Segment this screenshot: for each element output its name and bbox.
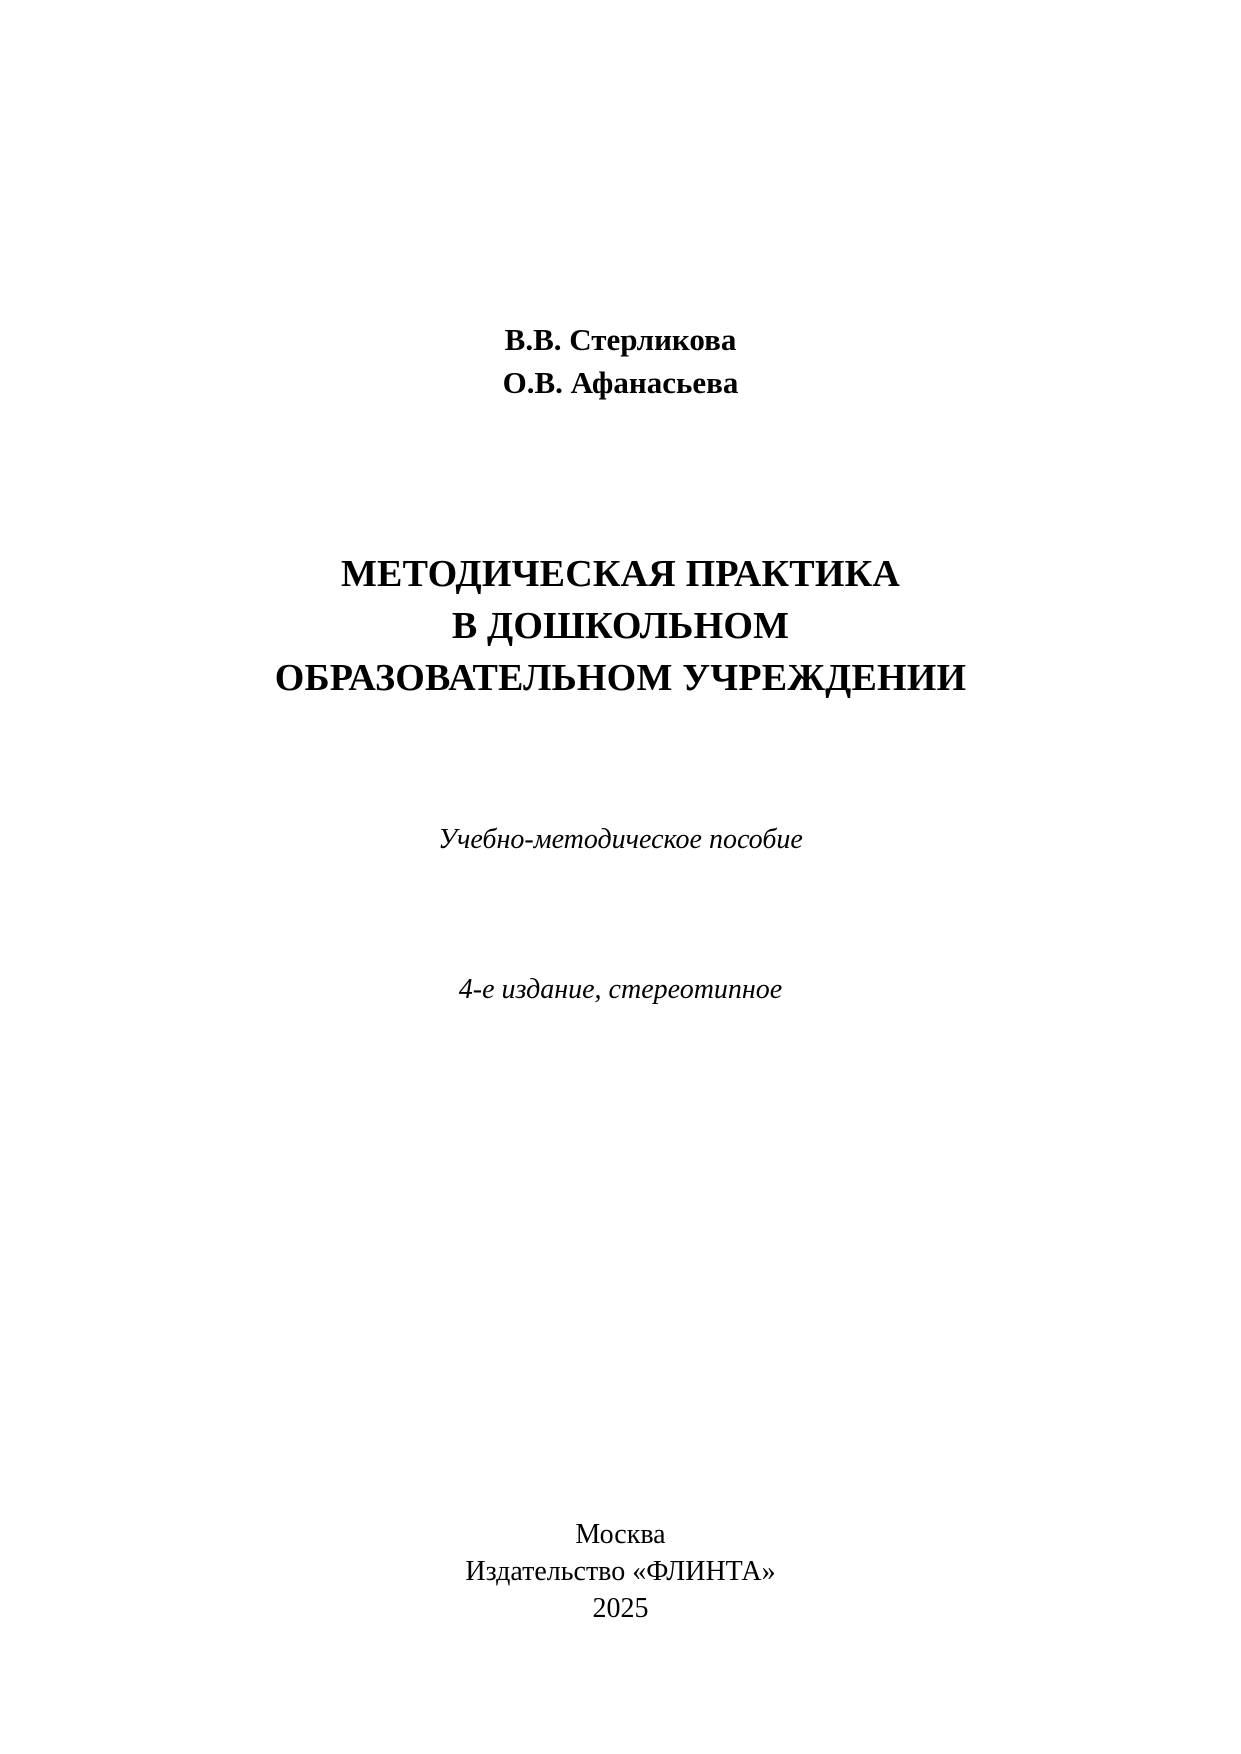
- imprint-city: Москва: [575, 1519, 666, 1550]
- title-line-3: ОБРАЗОВАТЕЛЬНОМ УЧРЕЖДЕНИИ: [274, 657, 967, 699]
- imprint: [0, 1516, 1241, 1627]
- author-1: В.В. Стерликова: [504, 322, 737, 357]
- authors: [0, 318, 1241, 404]
- book-title: [0, 548, 1241, 704]
- imprint-publisher: Издательство «ФЛИНТА»: [465, 1556, 776, 1587]
- title-line-2: В ДОШКОЛЬНОМ: [451, 605, 790, 647]
- imprint-year: 2025: [592, 1593, 649, 1624]
- subtitle: Учебно-методическое пособие: [438, 824, 803, 855]
- title-line-1: МЕТОДИЧЕСКАЯ ПРАКТИКА: [340, 553, 901, 595]
- author-2: О.В. Афанасьева: [502, 365, 739, 400]
- edition: 4-е издание, стереотипное: [458, 974, 783, 1005]
